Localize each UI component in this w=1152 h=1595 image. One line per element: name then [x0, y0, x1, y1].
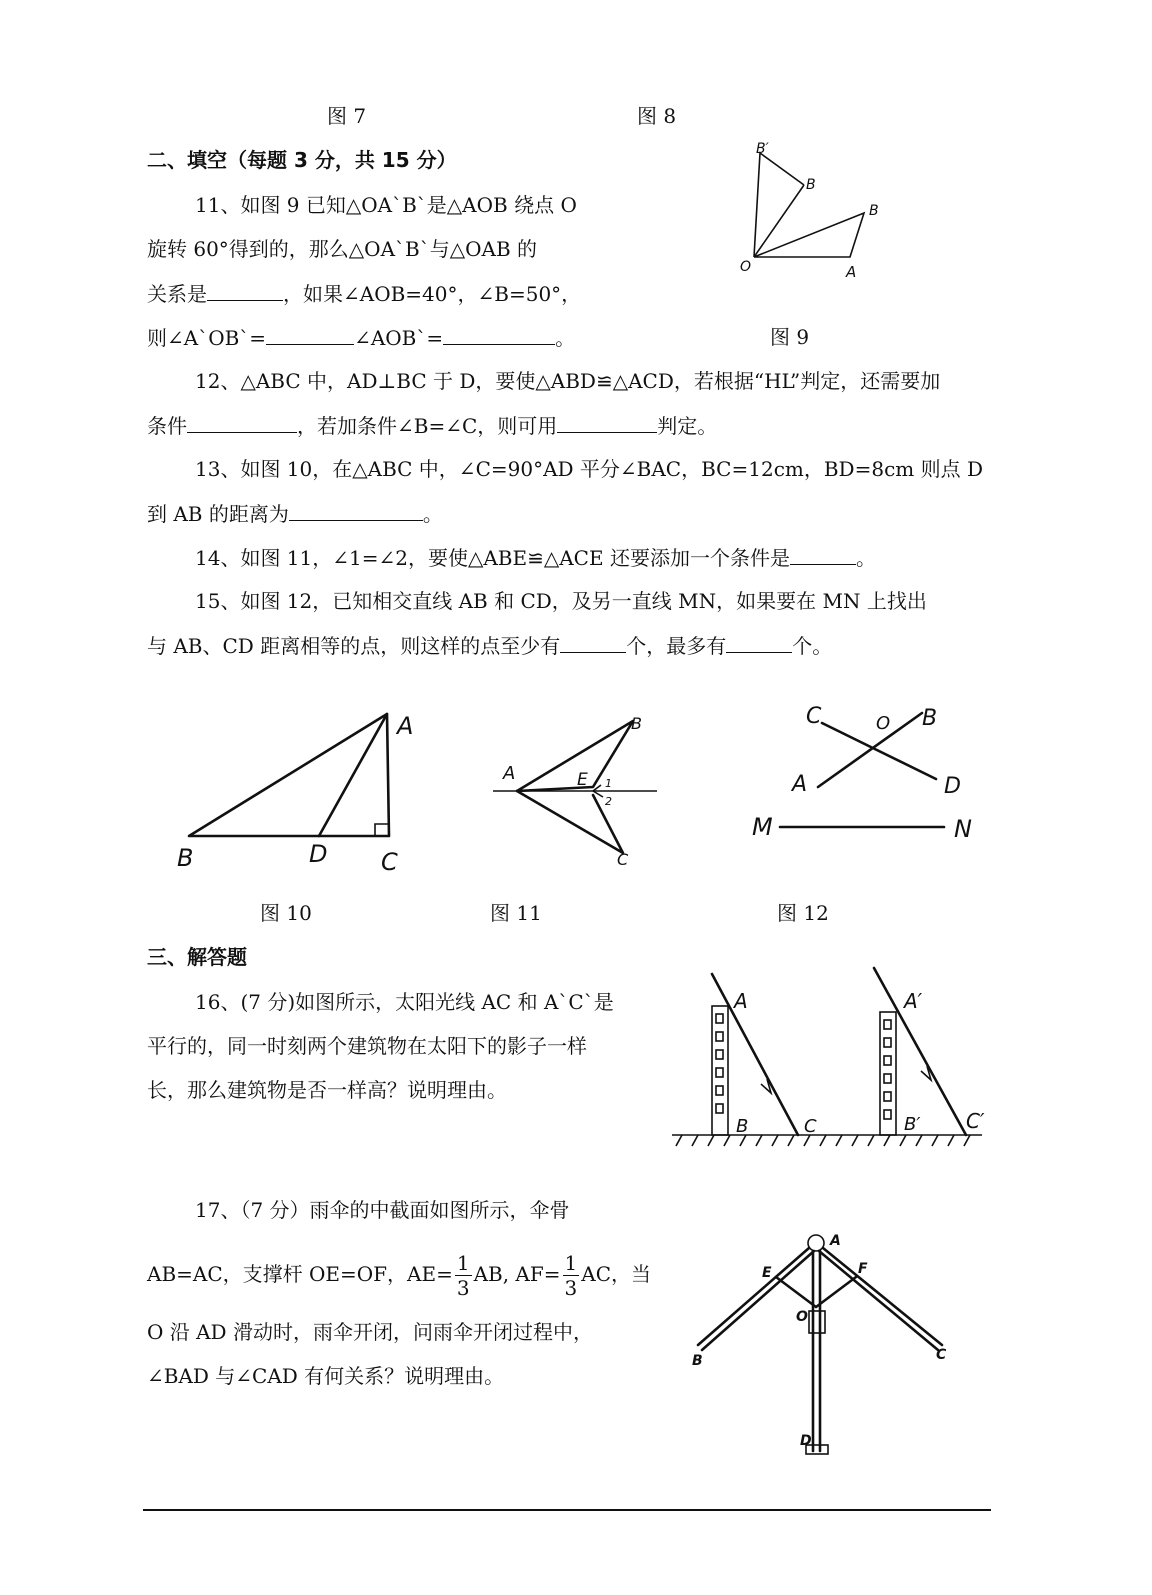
answer-blank[interactable]	[726, 633, 792, 653]
figure-11-caption: 图 11	[490, 901, 542, 925]
q17-line1: 17、（7 分）雨伞的中截面如图所示，伞骨	[195, 1198, 570, 1222]
f9-label: B′	[756, 141, 769, 157]
f12-label: C	[806, 704, 822, 729]
answer-blank[interactable]	[790, 545, 856, 565]
f12-label: O	[876, 713, 891, 734]
f17-label: E	[762, 1265, 772, 1281]
q12-line2: 条件 ，若加条件∠B=∠C，则可用 判定。	[147, 414, 718, 438]
answer-blank[interactable]	[207, 281, 283, 301]
figure-9-diagram	[738, 135, 898, 285]
f17-label: D	[800, 1433, 812, 1449]
f12-label: A	[792, 772, 808, 797]
umbrella-top	[808, 1235, 824, 1251]
q13-line1: 13、如图 10，在△ABC 中，∠C=90°AD 平分∠BAC，BC=12cm，BD=8cm 则点 D	[195, 457, 983, 481]
building-1	[712, 1006, 728, 1135]
figure-11-diagram	[493, 705, 683, 875]
q15-line1: 15、如图 12，已知相交直线 AB 和 CD，及另一直线 MN，如果要在 MN 上找出	[195, 589, 927, 613]
f12-label: N	[954, 815, 972, 843]
f12-label: M	[752, 813, 773, 841]
f10-label: B	[177, 844, 194, 872]
figure-9-caption: 图 9	[770, 325, 810, 349]
fraction-one-third: $\frac{1}{3}$	[564, 1251, 578, 1300]
f11-label: E	[577, 770, 588, 790]
f16-label: C	[804, 1116, 817, 1137]
figure-8-caption: 图 8	[637, 104, 677, 128]
q16-line1: 16、(7 分)如图所示，太阳光线 AC 和 A`C`是	[195, 990, 614, 1014]
f16-label: A′	[904, 989, 923, 1013]
q17-line2: AB=AC，支撑杆 OE=OF，AE= $\frac{1}{3}$ AB, AF= $\frac{1}{3}$ AC，当	[147, 1251, 651, 1300]
f10-label: D	[309, 840, 328, 868]
f9-label: A	[846, 263, 857, 281]
figure-16-diagram	[668, 960, 988, 1160]
f17-label: B	[692, 1353, 703, 1369]
slider-o	[809, 1311, 825, 1333]
figure-10-diagram	[175, 700, 435, 880]
answer-blank[interactable]	[443, 325, 555, 345]
q11-line4: 则∠A`OB`= ∠AOB`= 。	[147, 326, 576, 350]
ground-hatching	[676, 1135, 970, 1146]
figure-10-caption: 图 10	[260, 901, 312, 925]
figure-12-caption: 图 12	[777, 901, 829, 925]
fraction-one-third: $\frac{1}{3}$	[456, 1251, 470, 1300]
f16-label: B′	[904, 1114, 921, 1135]
q16-line2: 平行的，同一时刻两个建筑物在太阳下的影子一样	[147, 1034, 587, 1058]
f17-label: O	[796, 1309, 808, 1325]
f16-label: B	[736, 1116, 749, 1137]
f17-label: C	[936, 1347, 947, 1363]
f11-label: C	[617, 850, 629, 869]
answer-blank[interactable]	[187, 413, 297, 433]
f9-label: B	[869, 203, 879, 219]
q17-line3: O 沿 AD 滑动时，雨伞开闭，问雨伞开闭过程中，	[147, 1320, 593, 1344]
answer-blank[interactable]	[289, 501, 423, 521]
f9-label: O	[740, 259, 752, 275]
f11-label: 2	[605, 795, 612, 808]
f11-label: A	[503, 763, 516, 784]
q17-line4: ∠BAD 与∠CAD 有何关系？说明理由。	[147, 1364, 505, 1388]
f16-label: C′	[966, 1109, 985, 1133]
f17-label: F	[858, 1261, 868, 1277]
q11-line3: 关系是 ，如果∠AOB=40°，∠B=50°，	[147, 282, 582, 306]
answer-blank[interactable]	[560, 633, 626, 653]
q13-line2: 到 AB 的距离为 。	[147, 502, 443, 526]
q14-line1: 14、如图 11，∠1=∠2，要使△ABE≌△ACE 还要添加一个条件是 。	[195, 546, 876, 570]
f17-label: A	[830, 1233, 841, 1249]
section-answer-heading: 三、解答题	[147, 945, 247, 969]
answer-blank[interactable]	[266, 325, 354, 345]
f12-label: D	[944, 774, 961, 799]
q11-line2: 旋转 60°得到的，那么△OA`B`与△OAB 的	[147, 237, 537, 261]
q11-line1: 11、如图 9 已知△OA`B`是△AOB 绕点 O	[195, 193, 577, 217]
sun-ray-ac	[712, 974, 798, 1135]
q16-line3: 长，那么建筑物是否一样高？说明理由。	[147, 1078, 507, 1102]
section-fill-heading: 二、填空（每题 3 分，共 15 分）	[147, 148, 457, 172]
q12-line1: 12、△ABC 中，AD⊥BC 于 D，要使△ABD≌△ACD，若根据“HL”判定，还需要加	[195, 369, 941, 393]
f11-label: B	[631, 714, 642, 733]
f11-label: 1	[605, 777, 612, 790]
f10-label: C	[381, 848, 398, 876]
q15-line2: 与 AB、CD 距离相等的点，则这样的点至少有 个，最多有 个。	[147, 634, 833, 658]
figure-7-caption: 图 7	[327, 104, 367, 128]
answer-blank[interactable]	[557, 413, 657, 433]
figure-17-diagram	[680, 1225, 970, 1465]
f16-label: A	[734, 989, 748, 1013]
page-bottom-rule	[143, 1509, 991, 1511]
f12-label: B	[922, 706, 938, 731]
figure-12-diagram	[748, 695, 988, 855]
f9-label: B	[806, 177, 816, 193]
f10-label: A	[397, 712, 414, 740]
